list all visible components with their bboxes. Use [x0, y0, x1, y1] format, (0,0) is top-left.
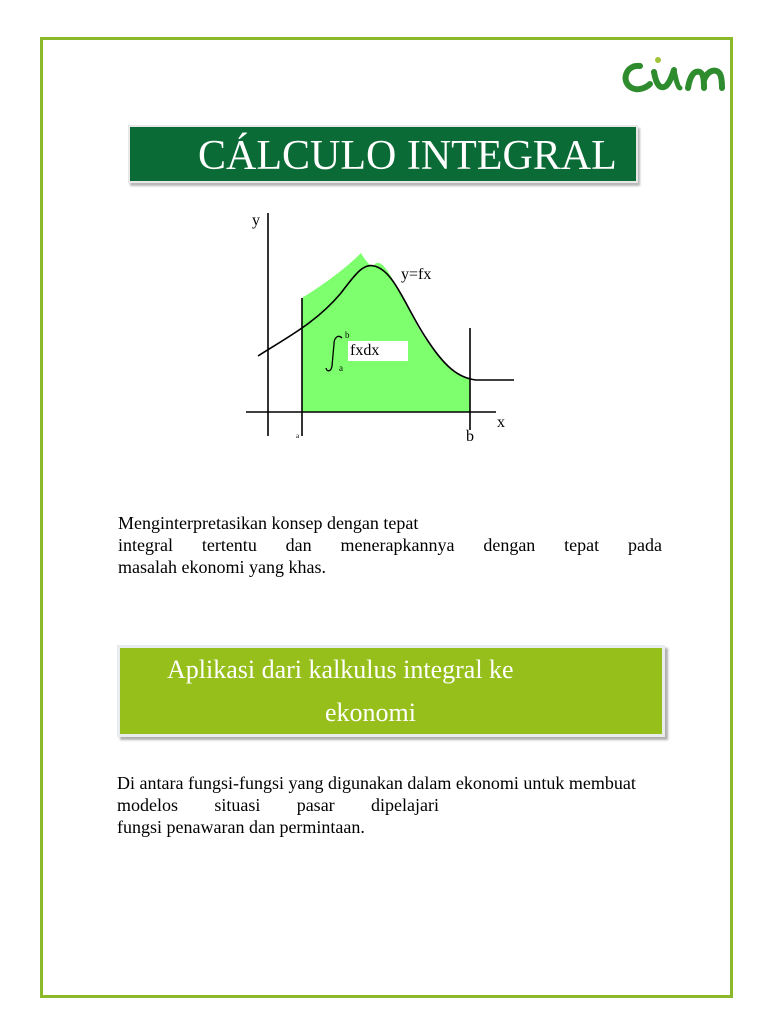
- section-banner: [117, 645, 665, 737]
- intro-line-1: Menginterpretasikan konsep dengan tepat: [118, 513, 419, 533]
- x-axis-label: x: [497, 414, 505, 431]
- intro-line-2: integral tertentu dan menerapkannya dengan tepat pada: [118, 535, 662, 555]
- integral-upper-limit: b: [345, 330, 350, 340]
- intro-line-3: masalah ekonomi yang khas.: [118, 557, 326, 577]
- a-tick-label: a: [296, 432, 300, 440]
- integral-lower-limit: a: [339, 363, 343, 373]
- body-line-3: fungsi penawaran dan permintaan.: [117, 817, 365, 837]
- y-axis-label: y: [252, 212, 260, 229]
- integral-area: [302, 253, 470, 412]
- intro-paragraph: [118, 512, 662, 578]
- body-paragraph: [117, 772, 719, 838]
- cun-logo-icon: [618, 50, 728, 100]
- title-banner: [128, 125, 638, 183]
- curve-label: y=fx: [401, 266, 432, 283]
- body-line-1: Di antara fungsi-fungsi yang digunakan dalam ekonomi untuk membuat: [117, 773, 636, 793]
- body-line-2: modelos situasi pasar dipelajari: [117, 795, 439, 815]
- b-tick-label: b: [466, 428, 474, 445]
- integral-expression: fxdx: [348, 341, 408, 361]
- page-title: CÁLCULO INTEGRAL: [198, 133, 617, 179]
- section-heading-line-2: ekonomi: [325, 698, 416, 727]
- integral-graph: [246, 208, 526, 458]
- section-heading-line-1: Aplikasi dari kalkulus integral ke: [167, 655, 514, 684]
